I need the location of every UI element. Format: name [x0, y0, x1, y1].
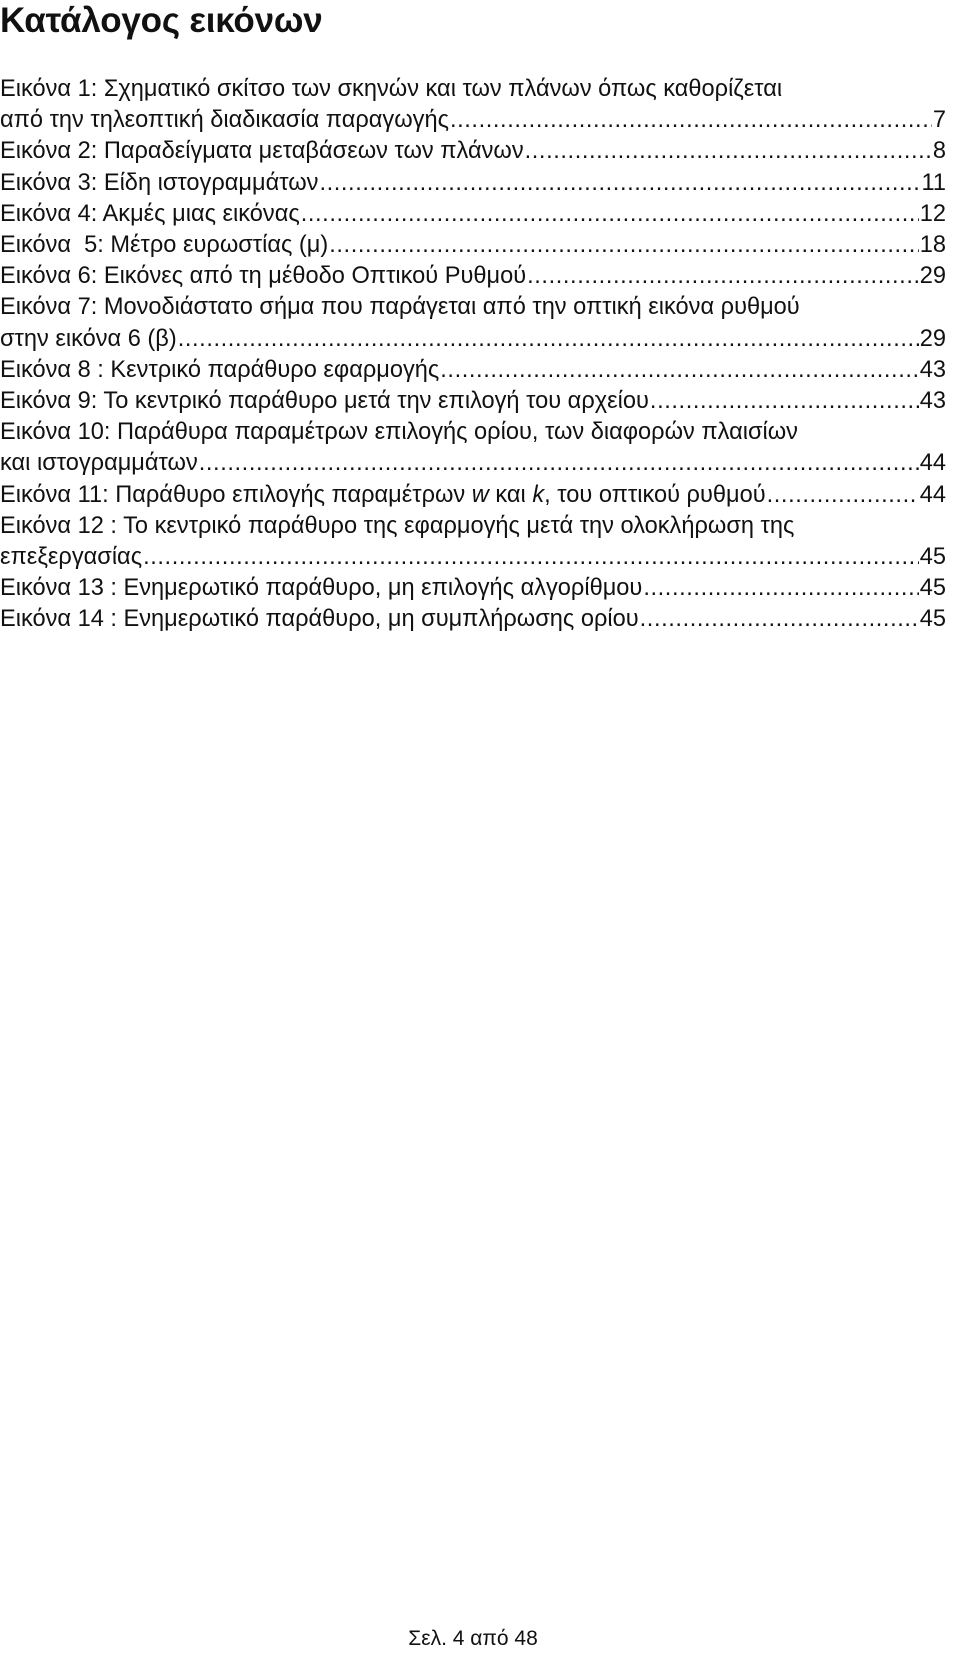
toc-entry-label: στην εικόνα 6 (β) [0, 325, 177, 352]
dot-leader [650, 386, 919, 417]
page-footer: Σελ. 4 από 48 [408, 1627, 538, 1650]
dot-leader [643, 573, 918, 604]
toc-entry-label: Εικόνα 14 : Ενημερωτικό παράθυρο, μη συμπλήρωσης ορίου [0, 606, 639, 633]
toc-entry-figure-1[interactable] [0, 74, 946, 136]
toc-entry-label: Εικόνα 4: Ακμές μιας εικόνας [0, 200, 300, 227]
toc-entry-line [0, 136, 946, 167]
toc-entry-line [0, 168, 946, 199]
toc-entry-line [0, 386, 946, 417]
toc-entry-line [0, 105, 946, 136]
dot-leader [767, 480, 919, 511]
dot-leader [329, 230, 919, 261]
dot-leader [319, 168, 920, 199]
toc-entry-figure-13[interactable] [0, 573, 946, 604]
toc-entry-line [0, 448, 946, 479]
toc-entry-page-number: 7 [932, 107, 946, 134]
toc-entry-line [0, 324, 946, 355]
toc-entry-line [0, 261, 946, 292]
toc-entry-page-number: 45 [919, 606, 946, 633]
toc-entry-figure-6[interactable] [0, 261, 946, 292]
toc-entry-figure-14[interactable] [0, 604, 946, 635]
dot-leader [199, 448, 919, 479]
dot-leader [143, 542, 919, 573]
toc-entry-label: Εικόνα 13 : Ενημερωτικό παράθυρο, μη επιλογής αλγορίθμου [0, 575, 643, 602]
toc-entry-line [0, 604, 946, 635]
toc-entry-first-line [0, 74, 946, 105]
toc-entry-page-number: 29 [919, 263, 946, 290]
list-of-figures [0, 74, 946, 636]
toc-entry-label: Εικόνα 6: Εικόνες από τη μέθοδο Οπτικού Ρυθμού [0, 263, 527, 290]
toc-entry-figure-7[interactable] [0, 292, 946, 354]
toc-entry-first-line [0, 292, 946, 323]
toc-entry-figure-9[interactable] [0, 386, 946, 417]
toc-entry-page-number: 11 [921, 169, 946, 196]
toc-entry-page-number: 45 [919, 544, 946, 571]
toc-entry-line [0, 230, 946, 261]
toc-entry-line [0, 573, 946, 604]
toc-entry-label-line1: Εικόνα 1: Σχηματικό σκίτσο των σκηνών και των πλάνων όπως καθορίζεται [0, 76, 783, 102]
toc-entry-page-number: 44 [919, 481, 946, 508]
dot-leader [640, 604, 919, 635]
dot-leader [440, 355, 918, 386]
toc-entry-figure-10[interactable] [0, 417, 946, 479]
toc-entry-line [0, 355, 946, 386]
toc-entry-page-number: 8 [932, 138, 946, 165]
toc-entry-label [0, 480, 766, 511]
toc-entry-first-line [0, 511, 946, 542]
toc-entry-label-line1: Εικόνα 10: Παράθυρα παραμέτρων επιλογής ορίου, των διαφορών πλαισίων [0, 419, 798, 446]
toc-entry-line [0, 542, 946, 573]
variable-w: w [471, 481, 489, 508]
toc-entry-label: Εικόνα 3: Είδη ιστογραμμάτων [0, 169, 319, 196]
toc-entry-label-line1: Εικόνα 12 : Το κεντρικό παράθυρο της εφαρμογής μετά την ολοκλήρωση της [0, 512, 795, 539]
toc-entry-page-number: 45 [919, 575, 946, 602]
page-title: Κατάλογος εικόνων [0, 1, 323, 40]
toc-entry-label-line1: Εικόνα 7: Μονοδιάστατο σήμα που παράγεται από την οπτική εικόνα ρυθμού [0, 294, 800, 321]
toc-entry-label: Εικόνα 5: Μέτρο ευρωστίας (μ) [0, 232, 329, 259]
toc-entry-figure-11[interactable] [0, 480, 946, 511]
toc-entry-page-number: 12 [919, 200, 946, 227]
dot-leader [525, 136, 932, 167]
dot-leader [301, 199, 919, 230]
toc-entry-figure-2[interactable] [0, 136, 946, 167]
dot-leader [527, 261, 919, 292]
toc-entry-figure-12[interactable] [0, 511, 946, 573]
toc-entry-line [0, 480, 946, 511]
toc-entry-page-number: 43 [919, 388, 946, 415]
toc-entry-label: Εικόνα 9: Το κεντρικό παράθυρο μετά την επιλογή του αρχείου [0, 388, 649, 415]
toc-entry-label: από την τηλεοπτική διαδικασία παραγωγής [0, 107, 449, 134]
dot-leader [178, 324, 919, 355]
toc-entry-label-part: Εικόνα 11: Παράθυρο επιλογής παραμέτρων [0, 481, 472, 508]
toc-entry-first-line [0, 417, 946, 448]
dot-leader [450, 105, 932, 136]
toc-entry-page-number: 43 [919, 356, 946, 383]
toc-entry-label: Εικόνα 8 : Κεντρικό παράθυρο εφαρμογής [0, 356, 440, 383]
toc-entry-label: και ιστογραμμάτων [0, 450, 198, 477]
toc-entry-label-part: και [488, 481, 533, 508]
toc-entry-line [0, 199, 946, 230]
toc-entry-figure-3[interactable] [0, 168, 946, 199]
toc-entry-page-number: 44 [919, 450, 946, 477]
toc-entry-label-part: , του οπτικού ρυθμού [544, 481, 766, 508]
toc-entry-label: επεξεργασίας [0, 544, 143, 571]
toc-entry-figure-5[interactable] [0, 230, 946, 261]
toc-entry-figure-8[interactable] [0, 355, 946, 386]
toc-entry-figure-4[interactable] [0, 199, 946, 230]
variable-k: k [532, 481, 545, 508]
toc-entry-page-number: 29 [919, 325, 946, 352]
toc-entry-page-number: 18 [919, 232, 946, 259]
toc-entry-label: Εικόνα 2: Παραδείγματα μεταβάσεων των πλάνων [0, 138, 524, 165]
